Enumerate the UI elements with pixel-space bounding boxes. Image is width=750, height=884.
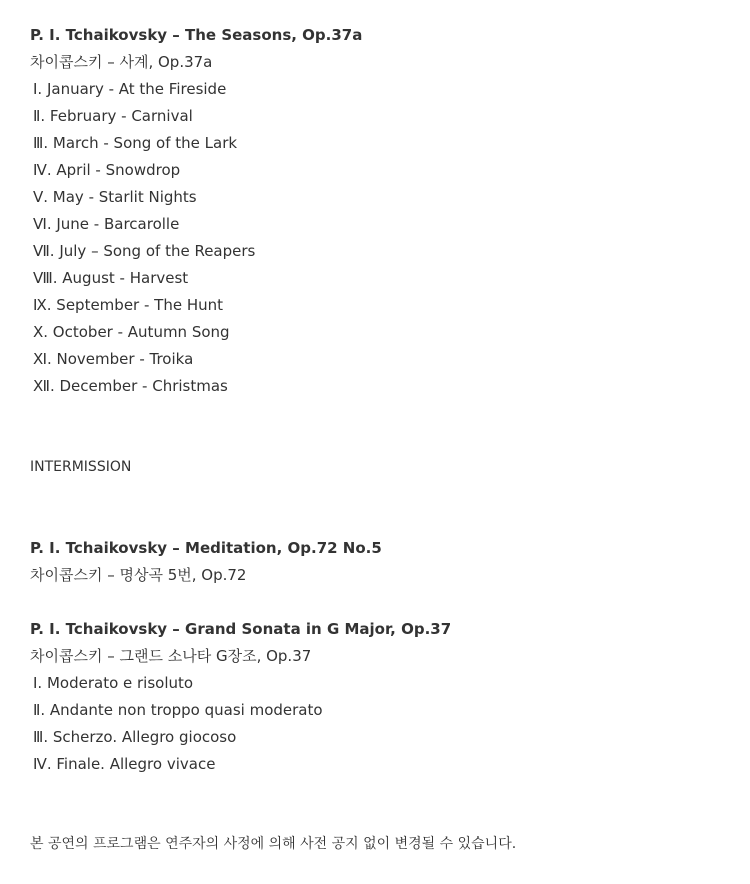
work-title: P. I. Tchaikovsky – The Seasons, Op.37a: [30, 26, 363, 44]
movement-item: Ⅱ. February - Carnival: [33, 107, 193, 125]
movement-item: Ⅻ. December - Christmas: [33, 377, 228, 395]
work-grand-sonata: [30, 616, 720, 778]
movement-item: Ⅷ. August - Harvest: [33, 269, 189, 287]
work-title: P. I. Tchaikovsky – Grand Sonata in G Major, Op.37: [30, 620, 452, 638]
movement-item: Ⅱ. Andante non troppo quasi moderato: [33, 701, 323, 719]
intermission-section: [30, 454, 720, 481]
work-seasons: [30, 22, 720, 400]
movement-item: Ⅹ. October - Autumn Song: [33, 323, 230, 341]
movement-item: Ⅶ. July – Song of the Reapers: [33, 242, 256, 260]
program-change-notice: [30, 831, 720, 858]
work-meditation: [30, 535, 720, 589]
movement-item: Ⅴ. May - Starlit Nights: [33, 188, 197, 206]
movement-item: Ⅲ. March - Song of the Lark: [33, 134, 238, 152]
movement-item: Ⅳ. April - Snowdrop: [33, 161, 181, 179]
movement-item: Ⅺ. November - Troika: [33, 350, 194, 368]
work-subtitle-korean: 차이콥스키 – 명상곡 5번, Op.72: [30, 566, 247, 584]
movement-item: Ⅸ. September - The Hunt: [33, 296, 223, 314]
movement-item: Ⅳ. Finale. Allegro vivace: [33, 755, 216, 773]
intermission-label: INTERMISSION: [30, 459, 132, 475]
movement-item: Ⅰ. January - At the Fireside: [33, 80, 227, 98]
work-title: P. I. Tchaikovsky – Meditation, Op.72 No.5: [30, 539, 382, 557]
movement-item: Ⅲ. Scherzo. Allegro giocoso: [33, 728, 237, 746]
movement-item: Ⅵ. June - Barcarolle: [33, 215, 180, 233]
work-subtitle-korean: 차이콥스키 – 그랜드 소나타 G장조, Op.37: [30, 647, 312, 665]
notice-text: 본 공연의 프로그램은 연주자의 사정에 의해 사전 공지 없이 변경될 수 있습니다.: [30, 836, 517, 852]
movement-item: Ⅰ. Moderato e risoluto: [33, 674, 194, 692]
work-subtitle-korean: 차이콥스키 – 사계, Op.37a: [30, 53, 213, 71]
